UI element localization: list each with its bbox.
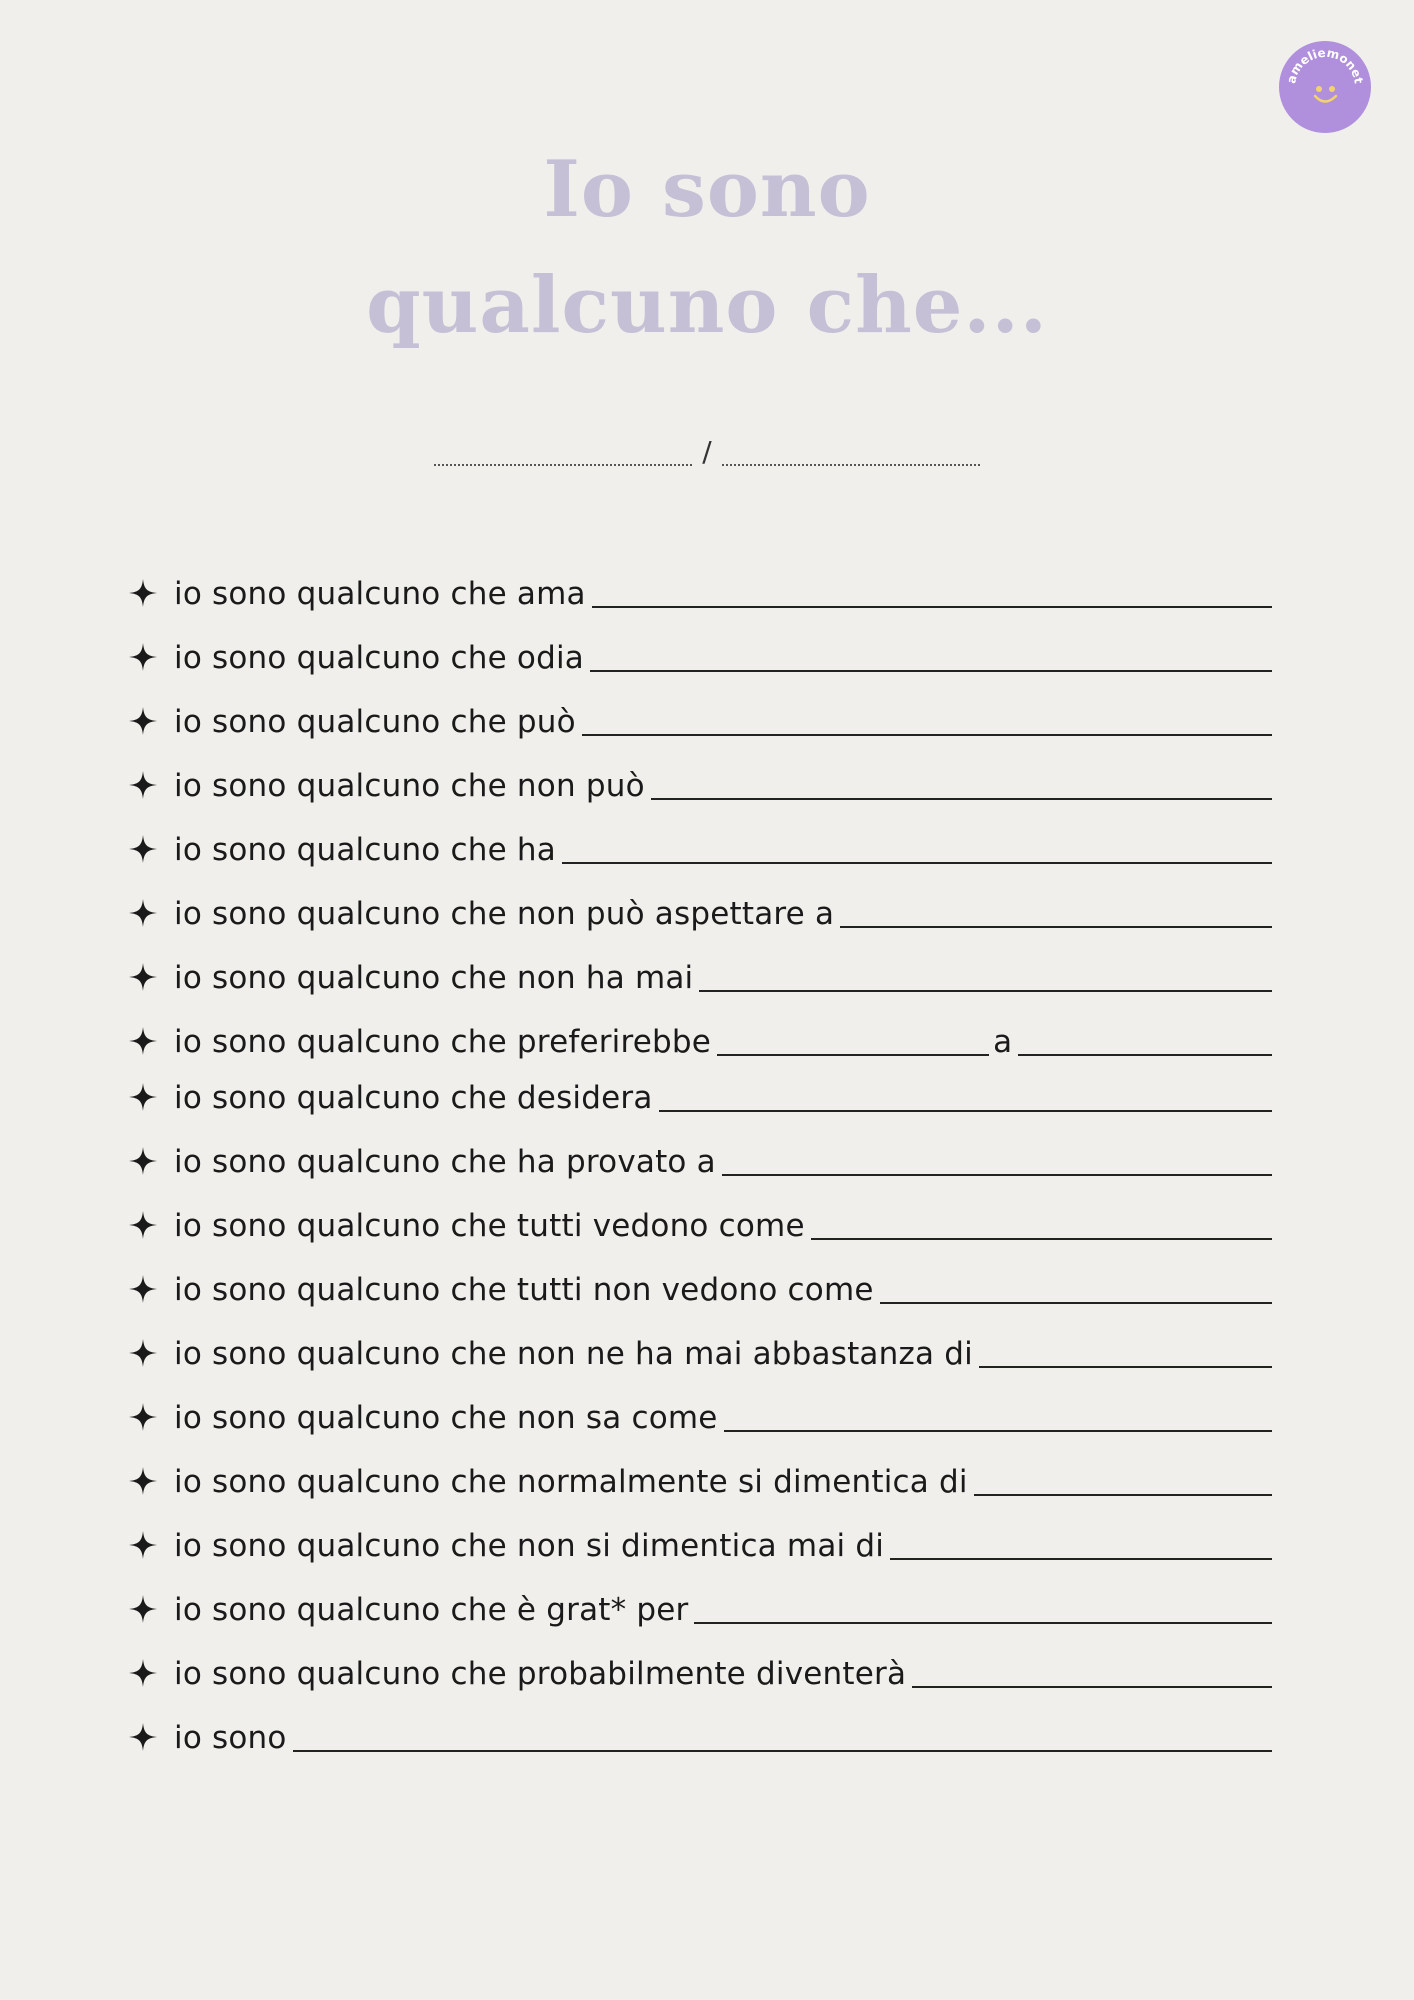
title-line-1: Io sono xyxy=(543,144,871,235)
four-point-star-icon xyxy=(128,1594,158,1624)
prompt-text: io sono qualcuno che desidera xyxy=(174,1080,653,1116)
date-blank-left[interactable] xyxy=(434,442,692,466)
prompt-text: io sono qualcuno che ama xyxy=(174,576,586,612)
prompt-text: io sono qualcuno che non ha mai xyxy=(174,960,694,996)
prompt-item xyxy=(128,570,1272,614)
answer-blank[interactable] xyxy=(974,1494,1272,1496)
prompt-item xyxy=(128,1074,1272,1118)
answer-blank[interactable] xyxy=(590,670,1272,672)
prompt-item xyxy=(128,1714,1272,1758)
four-point-star-icon xyxy=(128,1274,158,1304)
prompt-text: io sono qualcuno che ha provato a xyxy=(174,1144,716,1180)
prompt-item xyxy=(128,1202,1272,1246)
prompt-text: io sono qualcuno che non ne ha mai abbastanza di xyxy=(174,1336,973,1372)
prompt-item xyxy=(128,1522,1272,1566)
four-point-star-icon xyxy=(128,770,158,800)
answer-blank[interactable] xyxy=(979,1366,1272,1368)
prompt-item xyxy=(128,634,1272,678)
prompt-text: io sono qualcuno che normalmente si dimentica di xyxy=(174,1464,968,1500)
answer-blank[interactable] xyxy=(880,1302,1272,1304)
four-point-star-icon xyxy=(128,642,158,672)
answer-blank[interactable] xyxy=(890,1558,1272,1560)
four-point-star-icon xyxy=(128,962,158,992)
prompt-text: io sono qualcuno che non si dimentica mai di xyxy=(174,1528,885,1564)
four-point-star-icon xyxy=(128,706,158,736)
answer-blank[interactable] xyxy=(651,798,1272,800)
prompt-text: io sono qualcuno che tutti vedono come xyxy=(174,1208,805,1244)
prompt-item xyxy=(128,1330,1272,1374)
four-point-star-icon xyxy=(128,1338,158,1368)
four-point-star-icon xyxy=(128,834,158,864)
prompt-item xyxy=(128,698,1272,742)
answer-blank[interactable] xyxy=(840,926,1272,928)
answer-blank[interactable] xyxy=(694,1622,1272,1624)
answer-blank[interactable] xyxy=(562,862,1272,864)
prompt-text: io sono qualcuno che non può xyxy=(174,768,645,804)
four-point-star-icon xyxy=(128,1722,158,1752)
prompt-item xyxy=(128,1018,1272,1062)
four-point-star-icon xyxy=(128,1658,158,1688)
date-separator: / xyxy=(702,435,712,468)
prompt-text: io sono qualcuno che può xyxy=(174,704,576,740)
prompt-item xyxy=(128,762,1272,806)
answer-blank[interactable] xyxy=(699,990,1272,992)
four-point-star-icon xyxy=(128,1146,158,1176)
prompt-item xyxy=(128,1650,1272,1694)
svg-text:ameliemonet xyxy=(1284,46,1366,85)
four-point-star-icon xyxy=(128,1026,158,1056)
logo-text: ameliemonet xyxy=(1284,45,1366,85)
title-line-2: qualcuno che... xyxy=(366,260,1048,351)
answer-blank[interactable] xyxy=(722,1174,1272,1176)
answer-blank[interactable] xyxy=(724,1430,1272,1432)
prompt-item xyxy=(128,954,1272,998)
prompt-item xyxy=(128,1138,1272,1182)
page-title xyxy=(0,132,1414,364)
prompt-text: io sono qualcuno che preferirebbe xyxy=(174,1024,712,1060)
prompt-text: io sono qualcuno che tutti non vedono come xyxy=(174,1272,874,1308)
four-point-star-icon xyxy=(128,1466,158,1496)
four-point-star-icon xyxy=(128,1210,158,1240)
date-blank-right[interactable] xyxy=(722,442,980,466)
date-field xyxy=(0,435,1414,468)
prompt-text: io sono xyxy=(174,1720,287,1756)
prompt-text: io sono qualcuno che non sa come xyxy=(174,1400,718,1436)
answer-blank[interactable] xyxy=(293,1750,1272,1752)
prompt-item xyxy=(128,890,1272,934)
smiley-face-icon xyxy=(1279,41,1371,133)
prompt-item xyxy=(128,1458,1272,1502)
prompt-item xyxy=(128,1394,1272,1438)
answer-blank[interactable] xyxy=(811,1238,1272,1240)
four-point-star-icon xyxy=(128,1402,158,1432)
four-point-star-icon xyxy=(128,1530,158,1560)
prompt-text: io sono qualcuno che non può aspettare a xyxy=(174,896,835,932)
answer-blank[interactable] xyxy=(659,1110,1272,1112)
prompt-text: io sono qualcuno che odia xyxy=(174,640,584,676)
prompt-text: io sono qualcuno che è grat* per xyxy=(174,1592,689,1628)
prompt-item xyxy=(128,1266,1272,1310)
answer-blank[interactable] xyxy=(592,606,1272,608)
brand-logo xyxy=(1279,41,1371,133)
four-point-star-icon xyxy=(128,898,158,928)
answer-blank[interactable] xyxy=(717,1054,989,1056)
answer-blank[interactable] xyxy=(582,734,1272,736)
answer-blank-second[interactable] xyxy=(1018,1054,1272,1056)
prefer-connector: a xyxy=(993,1024,1013,1060)
answer-blank[interactable] xyxy=(912,1686,1272,1688)
prompt-text: io sono qualcuno che probabilmente diventerà xyxy=(174,1656,907,1692)
four-point-star-icon xyxy=(128,1082,158,1112)
four-point-star-icon xyxy=(128,578,158,608)
prompt-item xyxy=(128,826,1272,870)
prompt-text: io sono qualcuno che ha xyxy=(174,832,556,868)
prompt-item xyxy=(128,1586,1272,1630)
